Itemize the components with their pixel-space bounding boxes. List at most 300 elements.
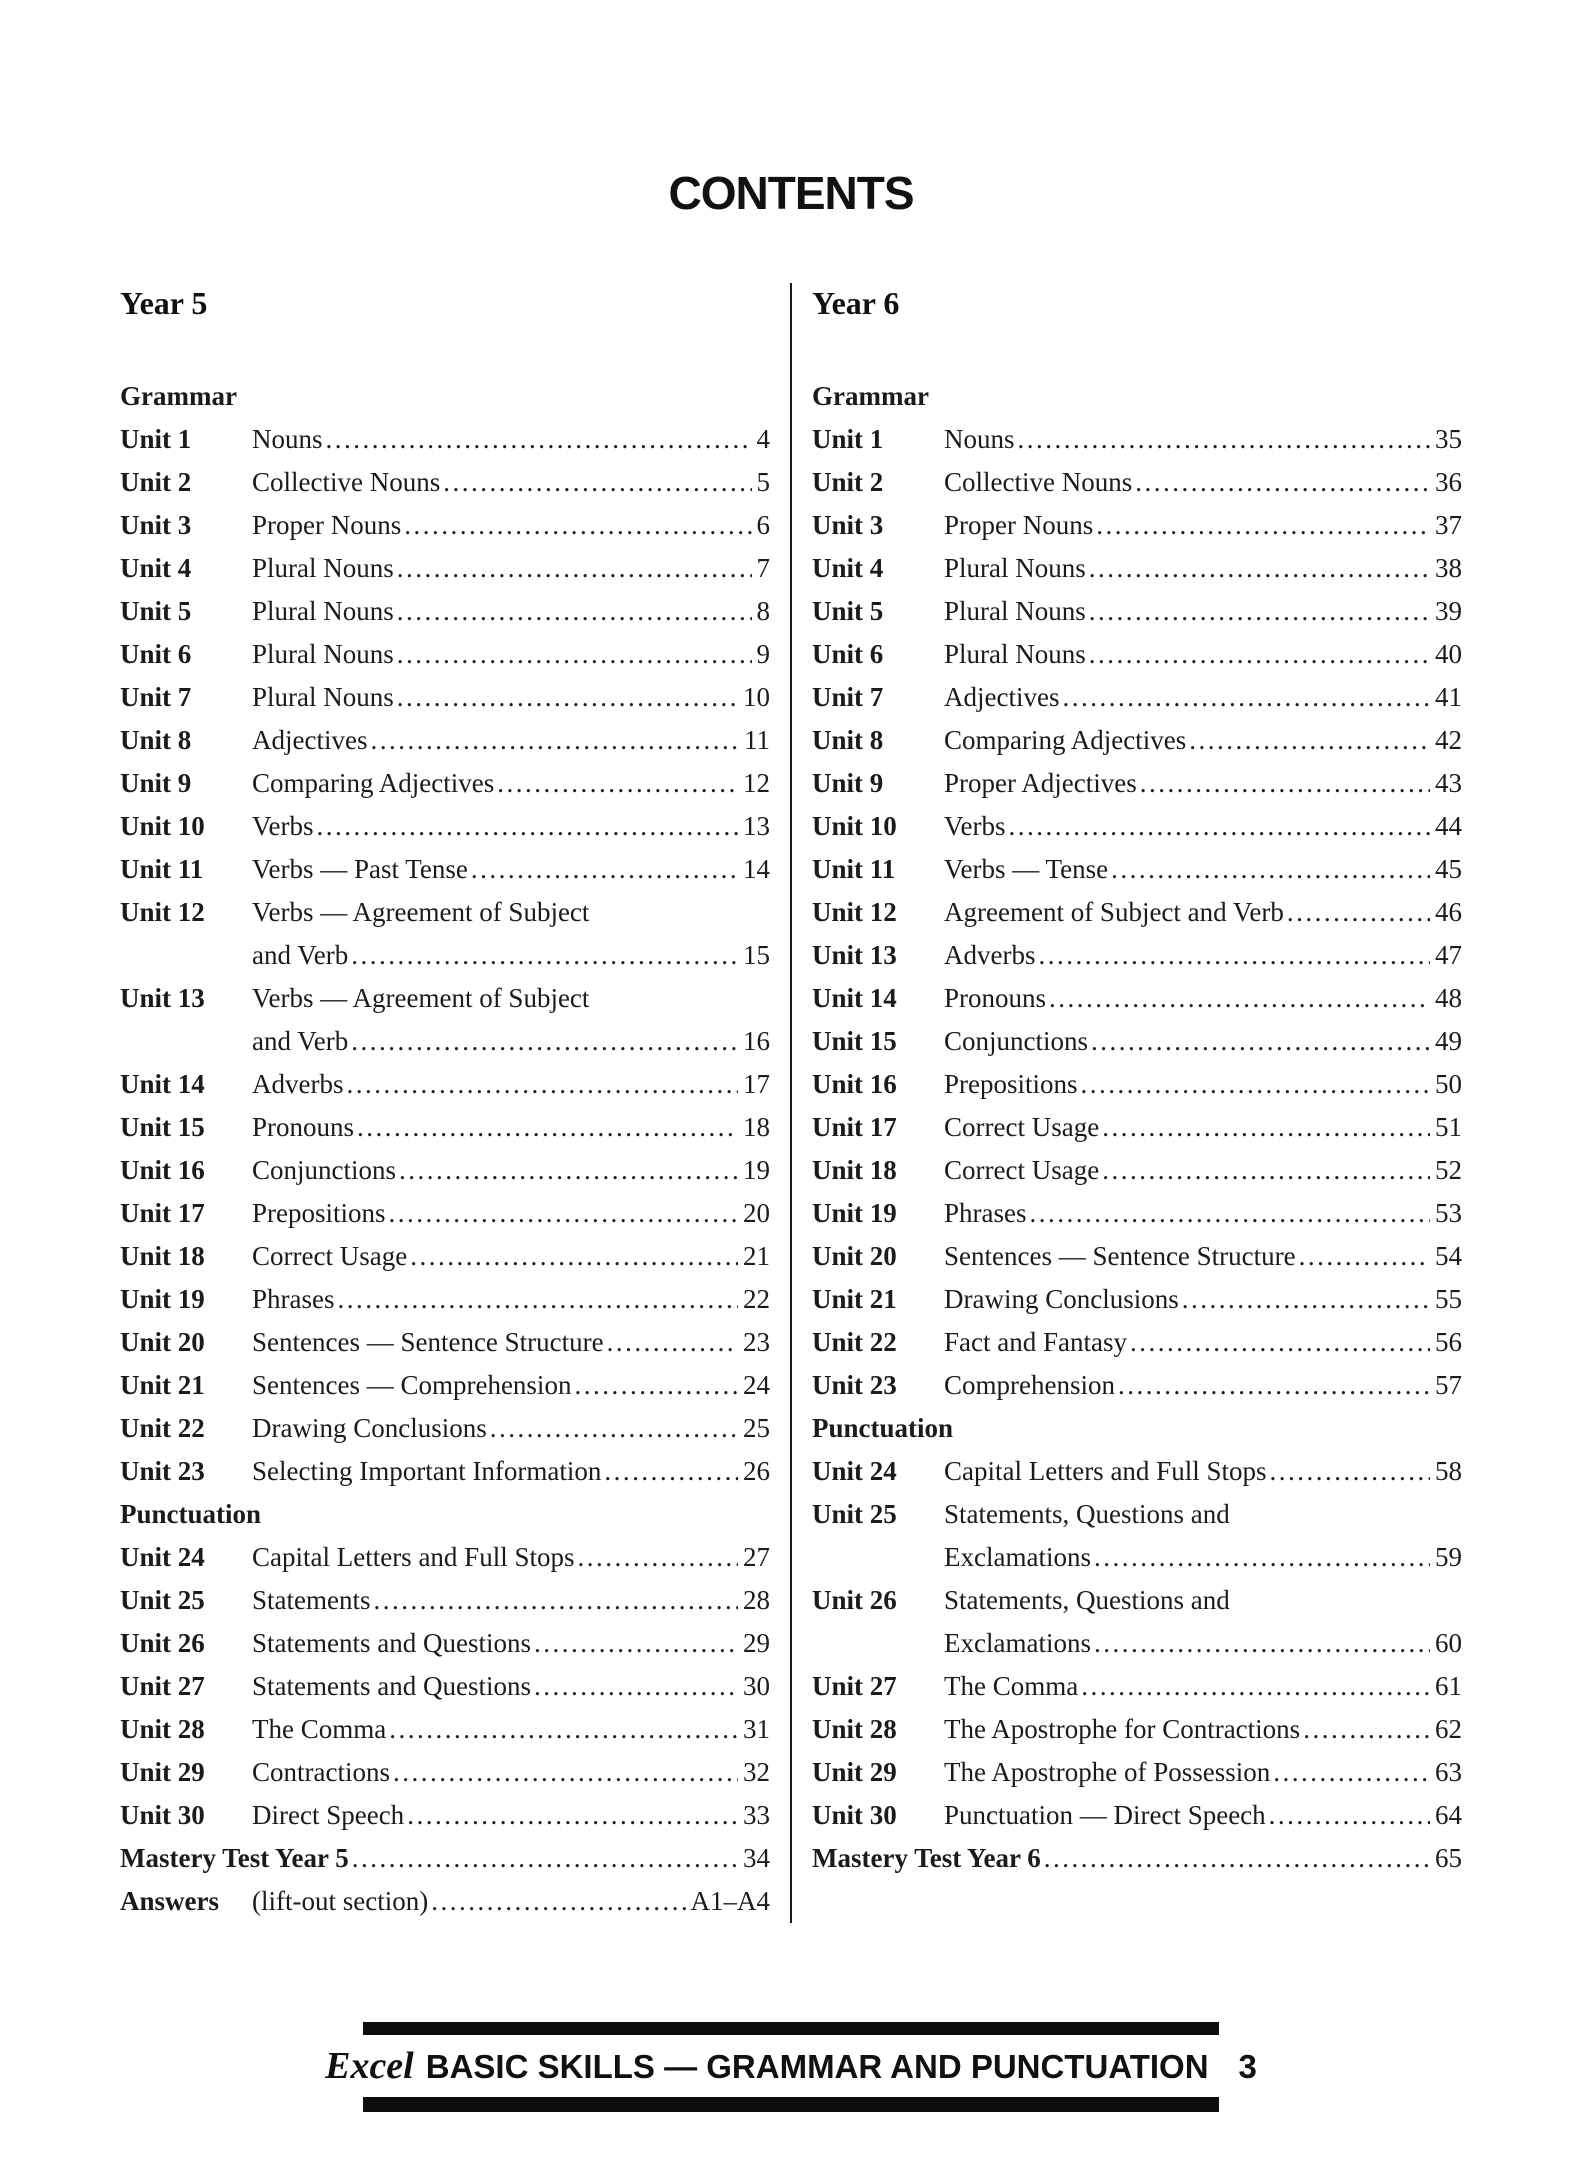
unit-label: Unit 12: [120, 897, 205, 927]
dot-leader: [389, 1192, 738, 1235]
entry-title: Capital Letters and Full Stops: [252, 1542, 575, 1572]
entry-title: Pronouns: [944, 983, 1047, 1013]
entry-title: Pronouns: [252, 1112, 355, 1142]
unit-label: Unit 18: [812, 1155, 897, 1185]
unit-label: Unit 15: [812, 1026, 897, 1056]
entry-title: Statements and Questions: [252, 1671, 531, 1701]
entry-title: Collective Nouns: [944, 467, 1133, 497]
unit-label: Unit 23: [812, 1370, 897, 1400]
page-number: 62: [1435, 1714, 1462, 1744]
toc-entry: [120, 1235, 770, 1278]
unit-label: Unit 25: [812, 1499, 897, 1529]
toc-entry-continuation: [812, 1536, 1462, 1579]
toc-entry: [812, 848, 1462, 891]
toc-entry: [120, 633, 770, 676]
entry-title: Verbs — Tense: [944, 854, 1109, 884]
entry-title: Adjectives: [252, 725, 368, 755]
page-number: 56: [1435, 1327, 1462, 1357]
page-number: 23: [743, 1327, 770, 1357]
page-number: 13: [743, 811, 770, 841]
unit-label: Unit 19: [812, 1198, 897, 1228]
dot-leader: [407, 1794, 738, 1837]
year5-column: [120, 283, 770, 1923]
unit-label: Unit 21: [812, 1284, 897, 1314]
unit-spacer: [120, 1020, 252, 1063]
entry-title: Plural Nouns: [944, 639, 1086, 669]
entry-title: Plural Nouns: [252, 596, 394, 626]
entry-title: Phrases: [944, 1198, 1027, 1228]
page-number: 10: [743, 682, 770, 712]
toc-entry: [812, 1450, 1462, 1493]
toc-entry: [812, 676, 1462, 719]
entry-title: Statements: [252, 1585, 371, 1615]
entry-title: Prepositions: [252, 1198, 386, 1228]
unit-label: Unit 15: [120, 1112, 205, 1142]
page-number: 44: [1435, 811, 1462, 841]
unit-label: Unit 8: [812, 725, 884, 755]
page-number: 47: [1435, 940, 1462, 970]
unit-label: Unit 30: [120, 1800, 205, 1830]
dot-leader: [1030, 1192, 1431, 1235]
page-number: 27: [743, 1542, 770, 1572]
section-heading: Grammar: [120, 381, 237, 411]
dot-leader: [1044, 1837, 1430, 1880]
unit-label: Unit 3: [812, 510, 884, 540]
toc-entry: [120, 977, 770, 1020]
year6-heading: Year 6: [812, 285, 900, 321]
toc-entry: [120, 1665, 770, 1708]
entry-title: Selecting Important Information: [252, 1456, 602, 1486]
dot-leader: [534, 1665, 738, 1708]
dot-leader: [1140, 762, 1430, 805]
unit-label: Unit 21: [120, 1370, 205, 1400]
dot-leader: [1269, 1450, 1430, 1493]
dot-leader: [393, 1751, 738, 1794]
footer-top-bar: [363, 2022, 1219, 2035]
footer-text: [325, 2044, 1257, 2088]
unit-label: Unit 29: [812, 1757, 897, 1787]
page-number: 21: [743, 1241, 770, 1271]
unit-label: Unit 1: [120, 424, 192, 454]
toc-entry: [812, 719, 1462, 762]
unit-label: Unit 9: [812, 768, 884, 798]
entry-title: Statements and Questions: [252, 1628, 531, 1658]
page-number: 12: [743, 768, 770, 798]
year5-rows: [120, 375, 770, 1923]
toc-entry: [812, 633, 1462, 676]
unit-label: Unit 13: [812, 940, 897, 970]
dot-leader: [1091, 1020, 1430, 1063]
entry-title: Exclamations: [944, 1542, 1091, 1572]
toc-entry: [812, 504, 1462, 547]
page-number: 18: [743, 1112, 770, 1142]
dot-leader: [397, 590, 752, 633]
toc-entry: [120, 1751, 770, 1794]
dot-leader: [397, 547, 752, 590]
entry-title: Verbs — Agreement of Subject: [252, 983, 590, 1013]
unit-label: Unit 24: [120, 1542, 205, 1572]
entry-title: The Apostrophe for Contractions: [944, 1714, 1301, 1744]
dot-leader: [471, 848, 738, 891]
entry-title: Comparing Adjectives: [944, 725, 1187, 755]
page-number: 48: [1435, 983, 1462, 1013]
toc-entry: [120, 1837, 770, 1880]
entry-title: Correct Usage: [252, 1241, 408, 1271]
dot-leader: [1102, 1106, 1430, 1149]
dot-leader: [1089, 590, 1430, 633]
section-heading: Punctuation: [812, 1413, 954, 1443]
entry-title: Plural Nouns: [252, 682, 394, 712]
footer-bottom-bar: [363, 2097, 1219, 2112]
toc-entry: [812, 547, 1462, 590]
unit-label: Unit 2: [812, 467, 884, 497]
page-number: 34: [743, 1843, 770, 1873]
entry-title: Comparing Adjectives: [252, 768, 495, 798]
toc-entry: [812, 1751, 1462, 1794]
dot-leader: [1049, 977, 1430, 1020]
entry-title: Plural Nouns: [944, 553, 1086, 583]
unit-label: Unit 14: [120, 1069, 205, 1099]
entry-title: Statements, Questions and: [944, 1499, 1230, 1529]
dot-leader: [604, 1450, 738, 1493]
dot-leader: [373, 1579, 738, 1622]
page-number: 11: [744, 725, 770, 755]
page-number: 30: [743, 1671, 770, 1701]
entry-title: The Apostrophe of Possession: [944, 1757, 1271, 1787]
page-number: 59: [1435, 1542, 1462, 1572]
dot-leader: [1189, 719, 1430, 762]
entry-title: Sentences — Sentence Structure: [252, 1327, 604, 1357]
entry-title: Proper Adjectives: [944, 768, 1137, 798]
unit-label: Unit 10: [812, 811, 897, 841]
toc-entry: [812, 461, 1462, 504]
toc-entry-continuation: [812, 1622, 1462, 1665]
toc-entry: [120, 1407, 770, 1450]
toc-entry-continuation: [120, 1020, 770, 1063]
unit-spacer: [812, 1536, 944, 1579]
entry-label: Mastery Test Year 6: [812, 1843, 1041, 1873]
entry-title: Capital Letters and Full Stops: [944, 1456, 1267, 1486]
page-number: 16: [743, 1026, 770, 1056]
page-number: 7: [756, 553, 770, 583]
dot-leader: [607, 1321, 738, 1364]
toc-entry: [812, 891, 1462, 934]
dot-leader: [317, 805, 739, 848]
dot-leader: [577, 1536, 738, 1579]
dot-leader: [1089, 633, 1430, 676]
entry-title: Phrases: [252, 1284, 335, 1314]
page-number: 4: [756, 424, 770, 454]
toc-entry: [120, 1321, 770, 1364]
toc-entry: [120, 1880, 770, 1923]
dot-leader: [1182, 1278, 1430, 1321]
excel-logo: Excel: [325, 2045, 414, 2087]
unit-label: Unit 18: [120, 1241, 205, 1271]
entry-title: Verbs — Agreement of Subject: [252, 897, 590, 927]
unit-label: Unit 12: [812, 897, 897, 927]
page-number: 22: [743, 1284, 770, 1314]
entry-title: Direct Speech: [252, 1800, 405, 1830]
dot-leader: [352, 1837, 738, 1880]
entry-title: Verbs: [944, 811, 1006, 841]
toc-entry: [120, 848, 770, 891]
dot-leader: [1287, 891, 1430, 934]
unit-label: Unit 5: [812, 596, 884, 626]
page-number: 60: [1435, 1628, 1462, 1658]
dot-leader: [1299, 1235, 1430, 1278]
entry-title: Verbs — Past Tense: [252, 854, 468, 884]
dot-leader: [1018, 418, 1430, 461]
entry-title: Comprehension: [944, 1370, 1115, 1400]
page-number: 20: [743, 1198, 770, 1228]
dot-leader: [397, 676, 738, 719]
dot-leader: [1062, 676, 1430, 719]
toc-entry: [120, 590, 770, 633]
entry-title: Exclamations: [944, 1628, 1091, 1658]
dot-leader: [574, 1364, 738, 1407]
unit-label: Unit 26: [120, 1628, 205, 1658]
toc-entry: [812, 1665, 1462, 1708]
footer-page-number: 3: [1238, 2048, 1257, 2085]
entry-title: Drawing Conclusions: [252, 1413, 487, 1443]
unit-label: Unit 8: [120, 725, 192, 755]
entry-title: Contractions: [252, 1757, 390, 1787]
dot-leader: [404, 504, 751, 547]
page-number: 52: [1435, 1155, 1462, 1185]
unit-spacer: [120, 934, 252, 977]
unit-label: Unit 7: [812, 682, 884, 712]
page-number: 19: [743, 1155, 770, 1185]
toc-entry: [120, 504, 770, 547]
entry-title: The Comma: [252, 1714, 387, 1744]
toc-entry: [812, 1063, 1462, 1106]
entry-title: Prepositions: [944, 1069, 1078, 1099]
toc-entry: [812, 1493, 1462, 1536]
unit-label: Unit 28: [812, 1714, 897, 1744]
unit-label: Unit 20: [120, 1327, 205, 1357]
page-number: 41: [1435, 682, 1462, 712]
toc-entry: [120, 676, 770, 719]
entry-title: Correct Usage: [944, 1112, 1100, 1142]
entry-title: Plural Nouns: [252, 639, 394, 669]
dot-leader: [1273, 1751, 1430, 1794]
unit-label: Unit 7: [120, 682, 192, 712]
entry-title: Nouns: [252, 424, 323, 454]
dot-leader: [410, 1235, 738, 1278]
unit-label: Unit 16: [812, 1069, 897, 1099]
page-number: 17: [743, 1069, 770, 1099]
entry-title: Correct Usage: [944, 1155, 1100, 1185]
dot-leader: [431, 1880, 685, 1923]
page-number: 37: [1435, 510, 1462, 540]
unit-label: Unit 29: [120, 1757, 205, 1787]
page-title: CONTENTS: [668, 167, 914, 219]
section-heading: Punctuation: [120, 1499, 262, 1529]
page-number: 39: [1435, 596, 1462, 626]
dot-leader: [346, 1063, 738, 1106]
entry-title: and Verb: [252, 940, 349, 970]
unit-spacer: [812, 1622, 944, 1665]
year5-heading: Year 5: [120, 285, 208, 321]
page-number: 38: [1435, 553, 1462, 583]
dot-leader: [351, 1020, 738, 1063]
unit-label: Unit 26: [812, 1585, 897, 1615]
toc-entry: [812, 1579, 1462, 1622]
entry-title: Conjunctions: [944, 1026, 1089, 1056]
dot-leader: [1038, 934, 1430, 977]
year6-rows: [812, 375, 1462, 1880]
toc-entry: [120, 1192, 770, 1235]
unit-label: Unit 16: [120, 1155, 205, 1185]
toc-entry: [812, 977, 1462, 1020]
page-number: 55: [1435, 1284, 1462, 1314]
unit-label: Unit 22: [120, 1413, 205, 1443]
entry-title: and Verb: [252, 1026, 349, 1056]
entry-title: The Comma: [944, 1671, 1079, 1701]
dot-leader: [397, 633, 752, 676]
page-number: 6: [756, 510, 770, 540]
toc-entry: [812, 1364, 1462, 1407]
dot-leader: [357, 1106, 738, 1149]
dot-leader: [389, 1708, 738, 1751]
dot-leader: [1009, 805, 1431, 848]
dot-leader: [326, 418, 752, 461]
entry-title: Adjectives: [944, 682, 1060, 712]
dot-leader: [338, 1278, 739, 1321]
toc-entry: [120, 418, 770, 461]
unit-label: Unit 6: [812, 639, 884, 669]
unit-label: Unit 17: [812, 1112, 897, 1142]
entry-title: Conjunctions: [252, 1155, 397, 1185]
unit-label: Unit 22: [812, 1327, 897, 1357]
dot-leader: [1269, 1794, 1430, 1837]
page-number: 29: [743, 1628, 770, 1658]
unit-label: Unit 9: [120, 768, 192, 798]
toc-entry: [812, 805, 1462, 848]
toc-entry: [812, 1106, 1462, 1149]
page-number: 8: [756, 596, 770, 626]
unit-label: Unit 27: [120, 1671, 205, 1701]
page-number: 25: [743, 1413, 770, 1443]
entry-title: Adverbs: [252, 1069, 344, 1099]
toc-entry: [120, 1622, 770, 1665]
toc-entry: [812, 1794, 1462, 1837]
page-number: 65: [1435, 1843, 1462, 1873]
unit-label: Unit 10: [120, 811, 205, 841]
dot-leader: [443, 461, 751, 504]
entry-title: Statements, Questions and: [944, 1585, 1230, 1615]
unit-label: Unit 5: [120, 596, 192, 626]
entry-title: Fact and Fantasy: [944, 1327, 1127, 1357]
page-number: 14: [743, 854, 770, 884]
page-number: 35: [1435, 424, 1462, 454]
page-number: 50: [1435, 1069, 1462, 1099]
toc-entry: [120, 461, 770, 504]
toc-entry: [812, 590, 1462, 633]
unit-label: Unit 28: [120, 1714, 205, 1744]
entry-title: Collective Nouns: [252, 467, 441, 497]
toc-entry: [120, 1364, 770, 1407]
toc-entry: [812, 1837, 1462, 1880]
unit-label: Unit 3: [120, 510, 192, 540]
page-number: 64: [1435, 1800, 1462, 1830]
page-number: 15: [743, 940, 770, 970]
toc-entry: [812, 1192, 1462, 1235]
page-number: 5: [756, 467, 770, 497]
entry-title: Proper Nouns: [252, 510, 402, 540]
page-number: 61: [1435, 1671, 1462, 1701]
toc-entry: [120, 1794, 770, 1837]
entry-title: (lift-out section): [252, 1886, 429, 1916]
toc-entry: [120, 1063, 770, 1106]
dot-leader: [534, 1622, 738, 1665]
unit-label: Answers: [120, 1886, 219, 1916]
entry-title: Plural Nouns: [252, 553, 394, 583]
dot-leader: [1102, 1149, 1430, 1192]
year6-column: [790, 283, 1462, 1923]
dot-leader: [1089, 547, 1430, 590]
unit-label: Unit 11: [120, 854, 204, 884]
unit-label: Unit 6: [120, 639, 192, 669]
page-number: 53: [1435, 1198, 1462, 1228]
toc-entry: [812, 934, 1462, 977]
unit-label: Unit 1: [812, 424, 884, 454]
toc-entry: [812, 1020, 1462, 1063]
dot-leader: [1111, 848, 1430, 891]
page-number: 36: [1435, 467, 1462, 497]
page-number: 42: [1435, 725, 1462, 755]
page-number: 46: [1435, 897, 1462, 927]
toc-entry: [120, 891, 770, 934]
page-number: 63: [1435, 1757, 1462, 1787]
unit-label: Unit 27: [812, 1671, 897, 1701]
dot-leader: [351, 934, 738, 977]
section-heading: Grammar: [812, 381, 929, 411]
entry-title: Sentences — Sentence Structure: [944, 1241, 1296, 1271]
unit-label: Unit 23: [120, 1456, 205, 1486]
entry-title: Drawing Conclusions: [944, 1284, 1179, 1314]
entry-title: Agreement of Subject and Verb: [944, 897, 1284, 927]
page-number: 28: [743, 1585, 770, 1615]
dot-leader: [1094, 1622, 1430, 1665]
unit-label: Unit 11: [812, 854, 896, 884]
entry-label: Mastery Test Year 5: [120, 1843, 349, 1873]
page-number: 58: [1435, 1456, 1462, 1486]
toc-entry: [812, 762, 1462, 805]
page-number: 32: [743, 1757, 770, 1787]
toc-entry: [120, 1149, 770, 1192]
dot-leader: [1130, 1321, 1430, 1364]
dot-leader: [1135, 461, 1430, 504]
unit-label: Unit 4: [120, 553, 192, 583]
toc-entry: [120, 547, 770, 590]
unit-label: Unit 2: [120, 467, 192, 497]
toc-entry: [120, 1450, 770, 1493]
dot-leader: [1081, 1063, 1430, 1106]
dot-leader: [497, 762, 738, 805]
unit-label: Unit 30: [812, 1800, 897, 1830]
page-number: 40: [1435, 639, 1462, 669]
page-number: 33: [743, 1800, 770, 1830]
toc-entry: [120, 1708, 770, 1751]
page-number: 26: [743, 1456, 770, 1486]
entry-title: Proper Nouns: [944, 510, 1094, 540]
unit-label: Unit 20: [812, 1241, 897, 1271]
toc-entry: [120, 805, 770, 848]
page-number: 31: [743, 1714, 770, 1744]
dot-leader: [490, 1407, 738, 1450]
page-number: 24: [743, 1370, 770, 1400]
